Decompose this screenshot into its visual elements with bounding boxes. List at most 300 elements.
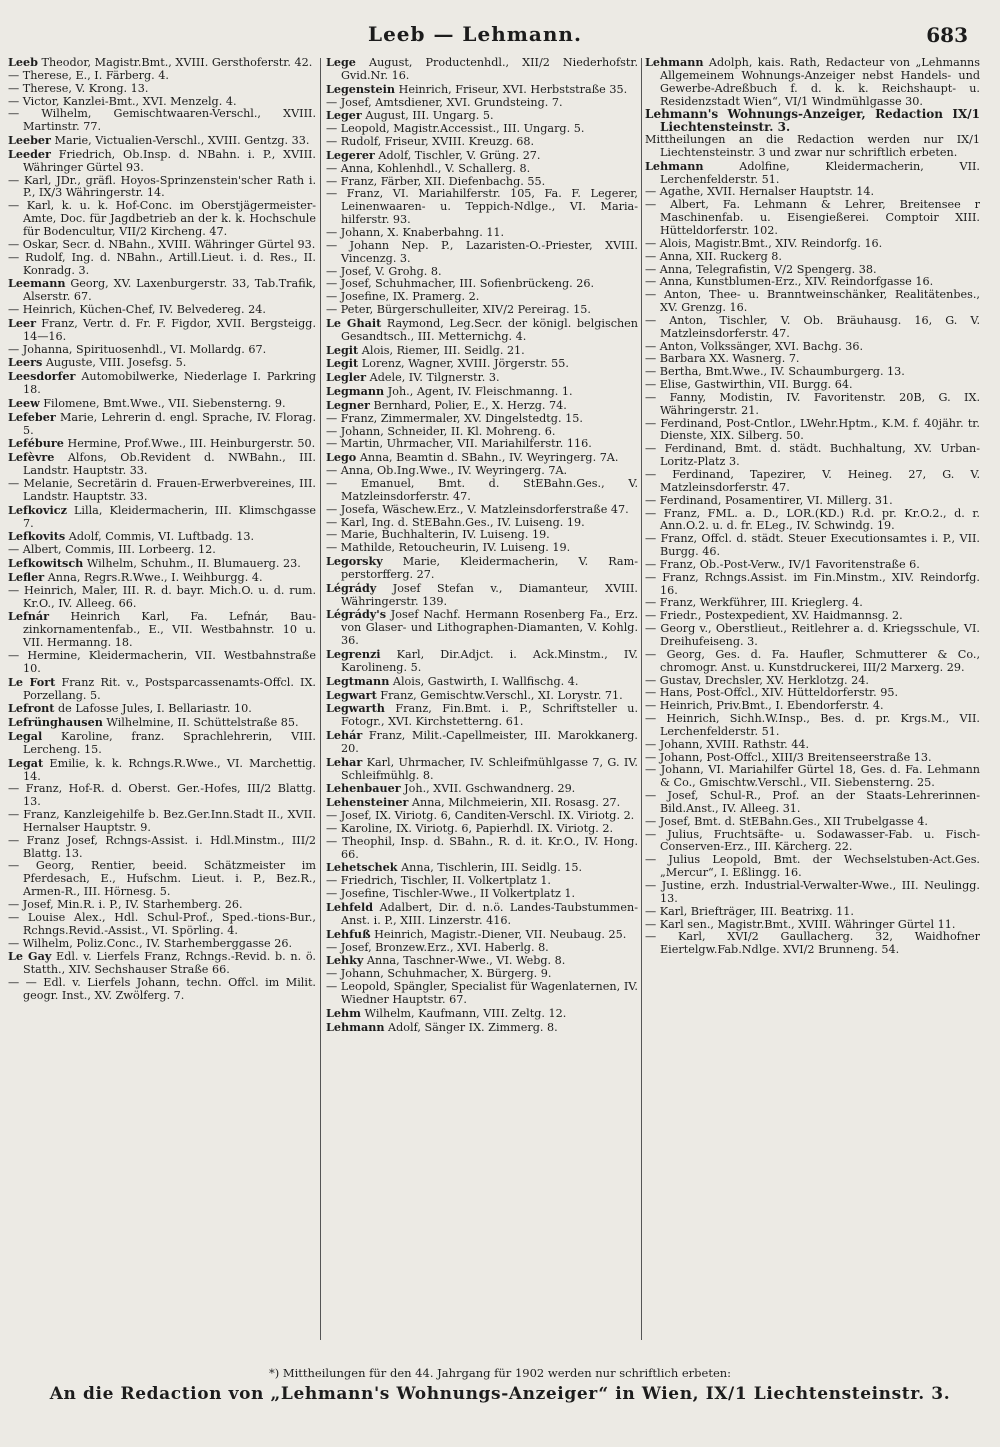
entry-surname: Lehm: [326, 1005, 361, 1020]
entry-surname: Legtmann: [326, 673, 390, 688]
entry-details: Raymond, Leg.Secr. der königl. belgischen Gesandtsch., III. Metternichg. 4.: [341, 316, 638, 343]
directory-entry: [8, 175, 316, 201]
entry-surname: Lehár: [326, 728, 363, 743]
directory-entry: [645, 392, 980, 418]
entry-details: — Theophil, Insp. d. SBahn., R. d. it. Kr.O., IV. Hong. 66.: [326, 834, 638, 861]
entry-details: — Friedr., Postexpedient, XV. Haidmannsg. 2.: [645, 609, 903, 623]
entry-surname: Leer: [8, 315, 36, 330]
entry-details: Adolfine, Kleidermacherin, VII. Lerchenfelderstr. 51.: [660, 159, 980, 186]
entry-surname: Legrenzi: [326, 646, 381, 661]
entry-surname: Legmann: [326, 384, 385, 399]
entry-details: — Hermine, Kleidermacherin, VII. Westbahnstraße 10.: [8, 648, 316, 675]
entry-surname: Legler: [326, 370, 367, 385]
entry-surname: Le Fort: [8, 674, 56, 689]
entry-details: — Josef, IX. Viriotg. 6, Canditen-Verschl. IX. Viriotg. 2.: [326, 809, 635, 823]
directory-entry: [645, 880, 980, 906]
entry-details: Emilie, k. k. Rchngs.R.Wwe., VI. Marchettig. 14.: [23, 756, 316, 783]
entry-surname: Legenstein: [326, 81, 396, 96]
directory-entry: [8, 356, 316, 370]
entry-details: Adalbert, Dir. d. n.ö. Landes-Taubstummen-Anst. i. P., XIII. Linzerstr. 416.: [341, 901, 638, 927]
directory-entry: [8, 530, 316, 544]
entry-surname: Lefkowitsch: [8, 556, 84, 571]
entry-details: Anna, Tischlerin, III. Seidlg. 15.: [397, 861, 583, 875]
directory-entry: [8, 977, 316, 1003]
entry-surname: Leger: [326, 108, 362, 123]
entry-details: — Johann, XVIII. Rathstr. 44.: [645, 737, 810, 751]
entry-details: August, III. Ungarg. 5.: [361, 109, 494, 123]
directory-entry: [645, 418, 980, 444]
directory-entry: [645, 649, 980, 675]
entry-details: Marie, Lehrerin d. engl. Sprache, IV. Florag. 5.: [23, 410, 316, 437]
entry-details: — Karl, Ing. d. StEBahn.Ges., IV. Luiseng. 19.: [326, 515, 585, 529]
entry-details: Mittheilungen an die Redaction werden nur IX/1 Liechtensteinstr. 3 und zwar nur schriftlich erbeten.: [645, 133, 980, 159]
entry-details: — Franz, Färber, XII. Diefenbachg. 55.: [326, 174, 546, 188]
entry-surname: Leemann: [8, 276, 66, 291]
directory-entry: [326, 861, 638, 875]
entry-surname: Leeber: [8, 133, 51, 148]
entry-details: Heinrich, Friseur, XVI. Herbststraße 35.: [395, 82, 628, 96]
directory-entry: [8, 757, 316, 784]
directory-entry: [326, 954, 638, 968]
entry-details: — Josef, Schul-R., Prof. an der Staats-Lehrerinnen-Bild.Anst., IV. Alleeg. 31.: [645, 789, 980, 815]
directory-entry: [326, 478, 638, 504]
entry-details: Auguste, VIII. Josefsg. 5.: [42, 356, 187, 370]
page-header: [0, 22, 1000, 52]
directory-entry: [8, 277, 316, 304]
directory-entry: [8, 716, 316, 730]
entry-details: — Gustav, Drechsler, XV. Herklotzg. 24.: [645, 673, 869, 687]
entry-surname: Lefnár: [8, 609, 50, 624]
entry-details: — Franz, Ob.-Post-Verw., IV/1 Favoritenstraße 6.: [645, 557, 920, 571]
entry-surname: Le Gay: [8, 949, 52, 964]
directory-entry: [326, 1021, 638, 1035]
directory-entry: [326, 149, 638, 163]
page-title: Leeb — Lehmann.: [368, 22, 582, 46]
directory-entry: [8, 730, 316, 757]
directory-entry: [645, 443, 980, 469]
entry-surname: Le Ghait: [326, 315, 382, 330]
directory-entry: [326, 756, 638, 783]
directory-entry: [8, 571, 316, 585]
entry-details: — Johanna, Spirituosenhdl., VI. Mollardg. 67.: [8, 342, 267, 356]
directory-entry: [8, 56, 316, 70]
entry-details: Alfons, Ob.Revident d. NWBahn., III. Landstr. Hauptstr. 33.: [23, 451, 316, 478]
entry-details: Joh., XVII. Gschwandnerg. 29.: [400, 782, 576, 796]
entry-details: — Karl sen., Magistr.Bmt., XVIII. Währinger Gürtel 11.: [645, 917, 956, 931]
entry-details: — Bertha, Bmt.Wwe., IV. Schaumburgerg. 13.: [645, 365, 905, 379]
entry-details: — Albert, Fa. Lehmann & Lehrer, Breitensee r Maschinenfab. u. Eisengießerei. Comptoir XIII. Hütteldorferstr. 102.: [645, 198, 980, 237]
entry-details: August, Productenhdl., XII/2 Niederhofstr. Gvid.Nr. 16.: [341, 56, 638, 82]
entry-surname: Legorsky: [326, 554, 383, 569]
entry-details: — Barbara XX. Wasnerg. 7.: [645, 352, 800, 366]
entry-details: — Justine, erzh. Industrial-Verwalter-Wwe., III. Neulingg. 13.: [645, 879, 980, 905]
entry-details: — Leopold, Magistr.Accessist., III. Ungarg. 5.: [326, 122, 585, 136]
entry-details: Adele, IV. Tilgnerstr. 3.: [366, 371, 500, 385]
directory-entry: [645, 508, 980, 534]
directory-entry: [645, 713, 980, 739]
entry-details: — Franz, VI. Mariahilferstr. 105, Fa. F. Legerer, Leinenwaaren- u. Teppich-Ndlge., VI. Mariahilferstr. 93.: [326, 187, 638, 227]
directory-entry: [8, 676, 316, 703]
entry-details: — Karl, JDr., gräfl. Hoyos-Sprinzenstein'scher Rath i. P., IX/3 Währingerstr. 14.: [8, 173, 316, 200]
entry-surname: Lefébure: [8, 436, 64, 451]
column-1: [8, 56, 316, 1341]
column-divider: [320, 58, 321, 1340]
entry-details: — Louise Alex., Hdl. Schul-Prof., Sped.-tions-Bur., Rchngs.Revid.-Assist., VI. Spörling. 4.: [8, 910, 316, 937]
directory-entry: [8, 557, 316, 571]
entry-surname: Legner: [326, 397, 370, 412]
entry-details: — Heinrich, Sichh.W.Insp., Bes. d. pr. Krgs.M., VII. Lerchenfelderstr. 51.: [645, 712, 980, 738]
entry-surname: Lehmann: [326, 1019, 385, 1034]
entry-details: — Alois, Magistr.Bmt., XIV. Reindorfg. 16.: [645, 236, 883, 250]
entry-details: — Georg, Ges. d. Fa. Haufler, Schmutterer & Co., chromogr. Anst. u. Kunstdruckerei, III/2 Marxerg. 29.: [645, 647, 980, 674]
directory-entry: [8, 317, 316, 344]
entry-details: Lilla, Kleidermacherin, III. Klimschgasse 7.: [23, 503, 316, 530]
entry-details: — Karoline, IX. Viriotg. 6, Papierhdl. IX. Viriotg. 2.: [326, 821, 614, 835]
entry-details: Karl, Uhrmacher, IV. Schleifmühlgasse 7, G. IV. Schleifmühlg. 8.: [341, 755, 638, 782]
directory-entry: [326, 371, 638, 385]
entry-details: Anna, Taschner-Wwe., VI. Webg. 8.: [363, 954, 566, 968]
entry-surname: Legwarth: [326, 701, 385, 716]
entry-details: — Josef, Amtsdiener, XVI. Grundsteing. 7.: [326, 95, 563, 109]
entry-surname: Legal: [8, 729, 43, 744]
entry-surname: Lehensteiner: [326, 795, 409, 810]
directory-entry: [645, 790, 980, 816]
directory-entry: [645, 134, 980, 160]
entry-details: — Emanuel, Bmt. d. StEBahn.Ges., V. Matzleinsdorferstr. 47.: [326, 477, 638, 503]
entry-details: — Karl, XVI/2 Gaullacherg. 32, Waidhofner Eiertelgw.Fab.Ndlge. XVI/2 Brunneng. 54.: [645, 930, 980, 957]
directory-entry: [645, 469, 980, 495]
entry-details: Friedrich, Ob.Insp. d. NBahn. i. P., XVIII. Währinger Gürtel 93.: [23, 147, 316, 174]
directory-entry: [8, 200, 316, 239]
entry-details: — Franz, Rchngs.Assist. im Fin.Minstm., XIV. Reindorfg. 16.: [645, 570, 980, 597]
directory-entry: [326, 438, 638, 451]
entry-details: — Julius Leopold, Bmt. der Wechselstuben-Act.Ges. „Mercur“, I. Eßlingg. 16.: [645, 853, 980, 880]
entry-details: Adolf, Sänger IX. Zimmerg. 8.: [384, 1020, 558, 1034]
entry-details: — Friedrich, Tischler, II. Volkertplatz 1.: [326, 874, 551, 888]
directory-entry: [645, 623, 980, 649]
entry-details: — Heinrich, Priv.Bmt., I. Ebendorferstr. 4.: [645, 699, 884, 713]
entry-details: — Anna, Kunstblumen-Erz., XIV. Reindorfgasse 16.: [645, 275, 934, 289]
entry-details: Franz Rit. v., Postsparcassenamts-Offcl. IX. Porzellang. 5.: [23, 675, 316, 702]
entry-surname: Legit: [326, 356, 359, 371]
entry-details: Alois, Gastwirth, I. Wallfischg. 4.: [389, 674, 579, 688]
entry-details: Josef Nachf. Hermann Rosenberg Fa., Erz. von Glaser- und Lithographen-Diamanten, V. Kohlg. 36.: [341, 608, 638, 648]
entry-details: — Franz, FML. a. D., LOR.(KD.) R.d. pr. Kr.O.2., d. r. Ann.O.2. u. d. fr. ELeg., IV. Schwindg. 19.: [645, 506, 980, 533]
directory-entry: [8, 134, 316, 148]
entry-details: Anna, Milchmeierin, XII. Rosasg. 27.: [408, 796, 621, 810]
entry-details: Adolph, kais. Rath, Redacteur von „Lehmanns Allgemeinem Wohnungs-Anzeiger nebst Handels- und Gewerbe-Adreßbuch f. d. k. k. Reichshaupt- u. Residenzstadt Wien“, VI/1 Windmühlgasse 30.: [660, 56, 980, 108]
entry-details: — Karl, Briefträger, III. Beatrixg. 11.: [645, 904, 854, 918]
entry-details: — Georg, Rentier, beeid. Schätzmeister im Pferdesach, E., Hufschm. Lieut. i. P., Bez.R., Armen-R., III. Hörnesg. 5.: [8, 859, 316, 899]
entry-surname: Lehky: [326, 953, 364, 968]
entry-details: — Josefine, IX. Pramerg. 2.: [326, 290, 480, 304]
directory-entry: [8, 938, 316, 951]
entry-details: Franz, Gemischtw.Verschl., XI. Lorystr. 71.: [376, 688, 623, 702]
entry-surname: Lehmann: [645, 158, 704, 173]
directory-entry: [645, 160, 980, 187]
entry-details: — Wilhelm, Gemischtwaaren-Verschl., XVIII. Martinstr. 77.: [8, 107, 316, 134]
entry-surname: Lehfeld: [326, 900, 374, 914]
directory-entry: [326, 608, 638, 648]
entry-details: — Anna, Telegrafistin, V/2 Spengerg. 38.: [645, 262, 877, 276]
entry-details: — Rudolf, Ing. d. NBahn., Artill.Lieut. i. d. Res., II. Konradg. 3.: [8, 250, 316, 277]
directory-entry: [326, 385, 638, 399]
entry-details: Filomene, Bmt.Wwe., VII. Siebensterng. 9.: [39, 396, 286, 410]
entry-details: Lorenz, Wagner, XVIII. Jörgerstr. 55.: [358, 357, 569, 371]
directory-entry: [326, 782, 638, 796]
entry-details: — Fanny, Modistin, IV. Favoritenstr. 20B, G. IX. Währingerstr. 21.: [645, 390, 980, 417]
entry-details: Anna, Regrs.R.Wwe., I. Weihburgg. 4.: [44, 570, 263, 584]
entry-details: — Johann Nep. P., Lazaristen-O.-Priester, XVIII. Vincenzg. 3.: [326, 238, 638, 265]
entry-details: Georg, XV. Laxenburgerstr. 33, Tab.Trafik, Alserstr. 67.: [23, 277, 316, 304]
directory-entry: [8, 860, 316, 899]
entry-details: — Franz Josef, Rchngs-Assist. i. Hdl.Minstm., III/2 Blattg. 13.: [8, 833, 316, 860]
entry-details: — Anton, Tischler, V. Ob. Bräuhausg. 16, G. V. Matzleinsdorferstr. 47.: [645, 313, 980, 340]
directory-entry: [8, 650, 316, 676]
entry-surname: Lefkovits: [8, 529, 66, 544]
entry-details: — Julius, Fruchtsäfte- u. Sodawasser-Fab. u. Fisch-Conserven-Erz., III. Kärcherg. 22.: [645, 827, 980, 854]
entry-details: — — Edl. v. Lierfels Johann, techn. Offcl. im Milit. geogr. Inst., XV. Zwölferg. 7.: [8, 976, 316, 1002]
entry-details: Marie, Kleidermacherin, V. Ramperstorfferg. 27.: [341, 555, 638, 581]
entry-surname: Lefèvre: [8, 450, 55, 465]
entry-details: — Franz, Kanzleigehilfe b. Bez.Ger.Inn.Stadt II., XVII. Hernalser Hauptstr. 9.: [8, 808, 316, 834]
directory-entry: [8, 950, 316, 977]
footer-notice: *) Mittheilungen für den 44. Jahrgang für 1902 werden nur schriftlich erbeten:: [268, 1366, 732, 1380]
column-3: [645, 56, 980, 1341]
directory-entry: [8, 504, 316, 531]
entry-details: — Mathilde, Retoucheurin, IV. Luiseng. 19.: [326, 541, 571, 555]
entry-surname: Lehenbauer: [326, 781, 401, 796]
directory-entry: [8, 344, 316, 357]
entry-details: — Johann, X. Knaberbahng. 11.: [326, 225, 505, 239]
directory-entry: [326, 451, 638, 465]
entry-surname: Lehmann's Wohnungs-Anzeiger, Redaction IX/1 Liechtensteinstr. 3.: [645, 107, 980, 135]
directory-entry: [645, 572, 980, 598]
directory-entry: [645, 56, 980, 108]
directory-entry: [326, 981, 638, 1007]
entry-details: — Ferdinand, Posamentirer, VI. Millerg. 31.: [645, 493, 893, 507]
entry-details: — Josefine, Tischler-Wwe., II Volkertplatz 1.: [326, 887, 576, 901]
entry-surname: Lefrünghausen: [8, 715, 103, 730]
entry-details: — Anna, Ob.Ing.Wwe., IV. Weyringerg. 7A.: [326, 464, 568, 478]
entry-surname: Leew: [8, 395, 40, 410]
footer-address: An die Redaction von „Lehmann's Wohnungs-Anzeiger“ in Wien, IX/1 Liechtensteinstr. 3.: [49, 1384, 951, 1404]
entry-details: Franz, Milit.-Capellmeister, III. Marokkanerg. 20.: [341, 729, 638, 755]
entry-surname: Legat: [8, 755, 44, 770]
entry-details: — Martin, Uhrmacher, VII. Mariahilferstr. 116.: [326, 437, 592, 451]
entry-details: — Franz, Offcl. d. städt. Steuer Executionsamtes i. P., VII. Burgg. 46.: [645, 532, 980, 559]
directory-entry: [8, 304, 316, 317]
entry-details: Heinrich, Magistr.-Diener, VII. Neubaug. 25.: [370, 927, 627, 941]
directory-entry: [645, 199, 980, 238]
directory-entry: [8, 610, 316, 650]
directory-entry: [326, 97, 638, 110]
directory-entry: [326, 357, 638, 371]
entry-details: Heinrich Karl, Fa. Lefnár, Bauzinkornamentenfab., E., VII. Westbahnstr. 10 u. VII. Hermanng. 18.: [23, 610, 316, 650]
directory-entry: [326, 399, 638, 413]
entry-details: — Agathe, XVII. Hernalser Hauptstr. 14.: [645, 185, 875, 199]
directory-entry: [645, 315, 980, 341]
directory-entry: [8, 912, 316, 938]
entry-details: — Ferdinand, Tapezirer, V. Heineg. 27, G. V. Matzleinsdorferstr. 47.: [645, 468, 980, 494]
entry-details: — Josef, Bmt. d. StEBahn.Ges., XII Trubelgasse 4.: [645, 814, 928, 828]
entry-details: — Therese, E., I. Färberg. 4.: [8, 68, 169, 82]
entry-details: — Georg v., Oberstlieut., Reitlehrer a. d. Kriegsschule, VI. Dreihufeiseng. 3.: [645, 622, 980, 648]
entry-details: — Johann, Post-Offcl., XIII/3 Breitenseerstraße 13.: [645, 750, 932, 764]
entry-surname: Lefler: [8, 569, 45, 584]
directory-entry: [8, 783, 316, 809]
directory-entry: [326, 109, 638, 123]
entry-details: Josef Stefan v., Diamanteur, XVIII. Währingerstr. 139.: [341, 581, 638, 608]
directory-entry: [8, 397, 316, 411]
entry-details: — Therese, V. Krong. 13.: [8, 81, 149, 95]
entry-details: — Wilhelm, Poliz.Conc., IV. Starhemberggasse 26.: [8, 936, 293, 950]
directory-entry: [645, 764, 980, 790]
entry-details: — Elise, Gastwirthin, VII. Burgg. 64.: [645, 378, 853, 392]
entry-details: — Ferdinand, Bmt. d. städt. Buchhaltung, XV. Urban-Loritz-Platz 3.: [645, 442, 980, 469]
directory-entry: [326, 83, 638, 97]
entry-details: — Victor, Kanzlei-Bmt., XVI. Menzelg. 4.: [8, 94, 237, 108]
directory-entry: [645, 289, 980, 315]
directory-entry: [8, 702, 316, 716]
directory-entry: [326, 796, 638, 810]
directory-entry: [645, 829, 980, 855]
entry-surname: Leeder: [8, 146, 51, 161]
directory-entry: [645, 931, 980, 957]
entry-details: — Josef, Bronzew.Erz., XVI. Haberlg. 8.: [326, 940, 549, 954]
directory-entry: [8, 148, 316, 175]
entry-surname: Lehmann: [645, 56, 704, 69]
entry-surname: Legit: [326, 342, 359, 357]
entry-details: Franz, Vertr. d. Fr. F. Figdor, XVII. Bergsteigg. 14—16.: [23, 316, 316, 343]
entry-surname: Lego: [326, 450, 357, 465]
entry-details: — Karl, k. u. k. Hof-Conc. im Oberstjägermeister-Amte, Doc. für Jagdbetrieb an der k. k. Hochschule für Bodencultur, VII/2 Kircheng. 47.: [8, 199, 316, 238]
entry-details: — Leopold, Spängler, Specialist für Wagenlaternen, IV. Wiedner Hauptstr. 67.: [326, 980, 638, 1006]
directory-entry: [8, 252, 316, 278]
directory-entry: [326, 928, 638, 942]
directory-entry: [8, 809, 316, 835]
entry-details: — Johann, VI. Mariahilfer Gürtel 18, Ges. d. Fa. Lehmann & Co., Gmischtw.Verschl., VII. Siebensterng. 25.: [645, 763, 980, 790]
entry-details: — Anna, XII. Ruckerg 8.: [645, 249, 782, 263]
directory-entry: [8, 437, 316, 451]
entry-details: — Anton, Volkssänger, XVI. Bachg. 36.: [645, 339, 864, 353]
entry-details: — Josef, Schuhmacher, III. Sofienbrückeng. 26.: [326, 277, 595, 291]
entry-details: — Oskar, Secr. d. NBahn., XVIII. Währinger Gürtel 93.: [8, 237, 316, 251]
entry-surname: Lefeber: [8, 409, 56, 424]
entry-details: Adolf, Commis, VI. Luftbadg. 13.: [65, 530, 255, 544]
directory-entry: [645, 854, 980, 880]
entry-details: — Franz, Hof-R. d. Oberst. Ger.-Hofes, III/2 Blattg. 13.: [8, 782, 316, 809]
entry-details: — Johann, Schneider, II. Kl. Mohreng. 6.: [326, 424, 556, 438]
entry-details: Automobilwerke, Niederlage I. Parkring 18.: [23, 370, 316, 397]
entry-surname: Lefkovicz: [8, 502, 67, 517]
page-number: 683: [926, 23, 968, 47]
entry-details: Wilhelmine, II. Schüttelstraße 85.: [102, 716, 299, 730]
entry-details: Theodor, Magistr.Bmt., XVIII. Gersthoferstr. 42.: [37, 56, 313, 69]
entry-details: — Franz, Werkführer, III. Krieglerg. 4.: [645, 596, 863, 610]
entry-details: — Peter, Bürgerschulleiter, XIV/2 Pereirag. 15.: [326, 303, 591, 317]
entry-details: — Heinrich, Küchen-Chef, IV. Belvedereg. 24.: [8, 303, 266, 317]
directory-entry: [326, 240, 638, 266]
directory-entry: [326, 729, 638, 756]
directory-entry: [326, 344, 638, 358]
directory-entry: [8, 108, 316, 134]
directory-entry: [326, 689, 638, 703]
directory-entry: [326, 555, 638, 582]
entry-details: — Ferdinand, Post-Cntlor., LWehr.Hptm., K.M. f. 40jähr. tr. Dienste, XIX. Silberg. 50.: [645, 416, 980, 443]
entry-surname: Legwart: [326, 687, 377, 702]
directory-entry: [326, 836, 638, 862]
directory-entry: [326, 188, 638, 227]
directory-entry: [645, 108, 980, 134]
entry-surname: Légrády's: [326, 607, 386, 622]
entry-surname: Legerer: [326, 147, 375, 162]
directory-entry: [8, 835, 316, 861]
entry-surname: Leesdorfer: [8, 369, 76, 384]
directory-entry: [326, 582, 638, 609]
entry-details: Bernhard, Polier, E., X. Herzg. 74.: [369, 398, 567, 412]
column-2: [326, 56, 638, 1341]
directory-entry: [326, 648, 638, 675]
entry-details: Karoline, franz. Sprachlehrerin, VIII. Lercheng. 15.: [23, 730, 316, 756]
directory-entry: [8, 585, 316, 611]
entry-surname: Lehetschek: [326, 860, 398, 875]
column-divider: [641, 58, 642, 1340]
directory-entry: [326, 675, 638, 689]
entry-details: Edl. v. Lierfels Franz, Rchngs.-Revid. b. n. ö. Statth., XIV. Sechshauser Straße 66.: [23, 950, 316, 977]
entry-details: Hermine, Prof.Wwe., III. Heinburgerstr. 50.: [63, 437, 316, 451]
entry-surname: Lehfuß: [326, 926, 371, 941]
directory-entry: [8, 478, 316, 504]
entry-details: — Albert, Commis, III. Lorbeerg. 12.: [8, 543, 216, 557]
entry-details: — Josef, Min.R. i. P., IV. Starhemberg. 26.: [8, 898, 243, 911]
entry-surname: Lefront: [8, 701, 55, 716]
entry-details: — Hans, Post-Offcl., XIV. Hütteldorferstr. 95.: [645, 686, 899, 700]
entry-details: Marie, Victualien-Verschl., XVIII. Gentzg. 33.: [50, 134, 310, 148]
directory-entry: [8, 451, 316, 478]
entry-surname: Leers: [8, 355, 43, 370]
directory-entry: [645, 533, 980, 559]
directory-entry: [8, 370, 316, 397]
entry-surname: Légrády: [326, 580, 377, 595]
directory-entry: [326, 942, 638, 955]
entry-details: — Melanie, Secretärin d. Frauen-Erwerbvereines, III. Landstr. Hauptstr. 33.: [8, 477, 316, 503]
entry-details: de Lafosse Jules, I. Bellariastr. 10.: [54, 702, 252, 716]
entry-details: — Heinrich, Maler, III. R. d. bayr. Mich.O. u. d. rum. Kr.O., IV. Alleeg. 66.: [8, 583, 316, 610]
entry-details: — Anna, Kohlenhdl., V. Schallerg. 8.: [326, 161, 531, 175]
entry-details: Wilhelm, Kaufmann, VIII. Zeltg. 12.: [360, 1006, 567, 1020]
entry-details: Anna, Beamtin d. SBahn., IV. Weyringerg. 7A.: [356, 451, 619, 465]
entry-details: — Anton, Thee- u. Branntweinschänker, Realitätenbes., XV. Grenzg. 16.: [645, 288, 980, 315]
entry-details: Wilhelm, Schuhm., II. Blumauerg. 23.: [83, 557, 301, 571]
entry-details: — Josefa, Wäschew.Erz., V. Matzleinsdorferstraße 47.: [326, 502, 629, 516]
entry-surname: Lege: [326, 56, 356, 69]
entry-surname: Lehar: [326, 754, 363, 769]
entry-details: — Johann, Schuhmacher, X. Bürgerg. 9.: [326, 967, 552, 981]
entry-details: Alois, Riemer, III. Seidlg. 21.: [358, 343, 525, 357]
entry-details: — Josef, V. Grohg. 8.: [326, 264, 442, 278]
directory-entry: [326, 317, 638, 344]
entry-details: — Marie, Buchhalterin, IV. Luiseng. 19.: [326, 528, 550, 542]
directory-entry: [326, 901, 638, 928]
entry-details: — Rudolf, Friseur, XVIII. Kreuzg. 68.: [326, 135, 535, 149]
entry-surname: Leeb: [8, 56, 38, 69]
entry-details: Karl, Dir.Adjct. i. Ack.Minstm., IV. Karolineng. 5.: [341, 647, 638, 674]
entry-details: Joh., Agent, IV. Fleischmanng. 1.: [384, 385, 573, 399]
entry-details: Adolf, Tischler, V. Grüng. 27.: [374, 148, 541, 162]
directory-entry: [8, 411, 316, 438]
entry-details: Franz, Fin.Bmt. i. P., Schriftsteller u. Fotogr., XVI. Kirchstetterng. 61.: [341, 702, 638, 729]
